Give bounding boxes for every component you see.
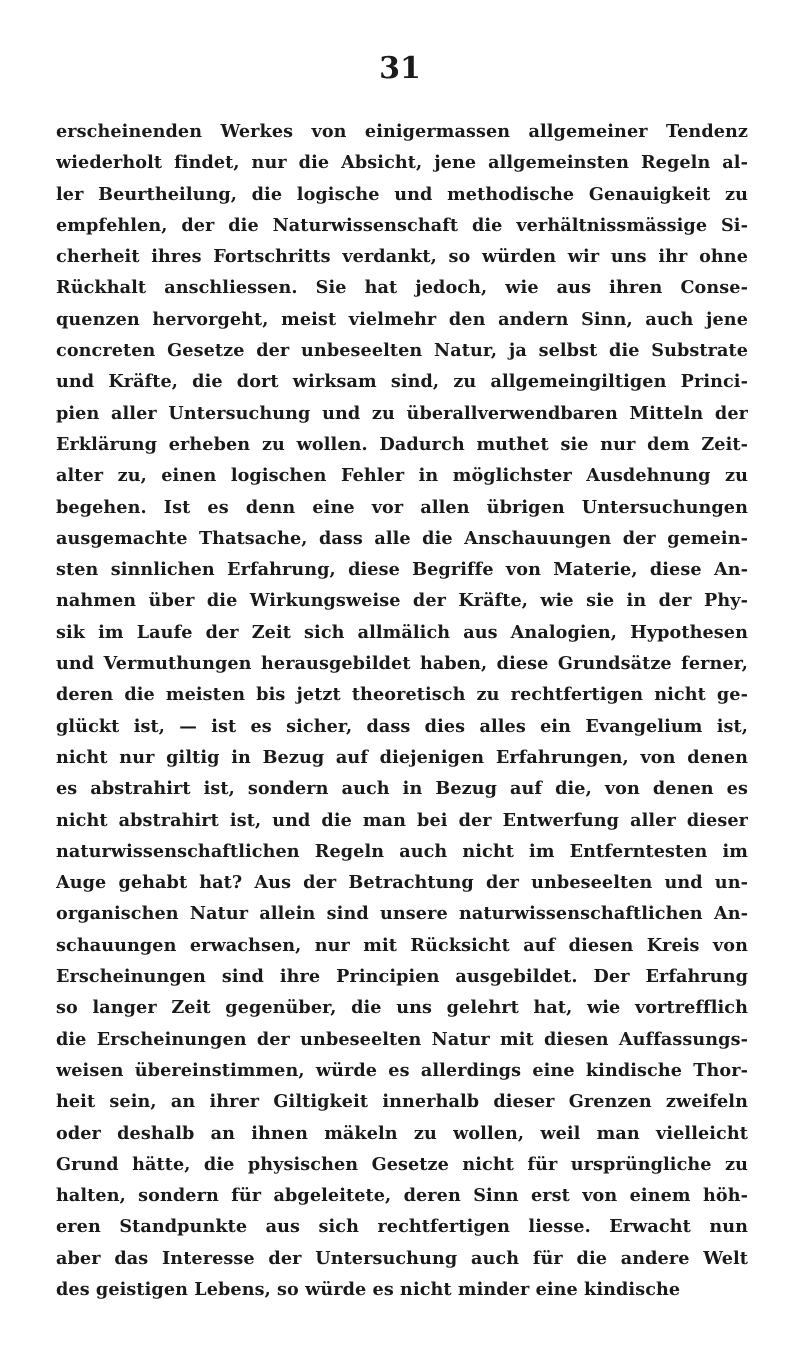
text-line: eren Standpunkte aus sich rechtfertigen liesse. Erwacht nun — [56, 1216, 748, 1238]
text-line: es abstrahirt ist, sondern auch in Bezug auf die, von denen es — [56, 778, 748, 800]
text-line: sten sinnlichen Erfahrung, diese Begriffe von Materie, diese An- — [56, 559, 748, 581]
text-line: nahmen über die Wirkungsweise der Kräfte, wie sie in der Phy- — [56, 590, 748, 612]
text-line: sik im Laufe der Zeit sich allmälich aus Analogien, Hypothesen — [56, 621, 748, 643]
body-text — [56, 116, 748, 1305]
text-line: naturwissenschaftlichen Regeln auch nicht im Entferntesten im — [56, 840, 748, 862]
text-line: die Erscheinungen der unbeseelten Natur mit diesen Auffassungs- — [56, 1028, 748, 1050]
text-line: empfehlen, der die Naturwissenschaft die verhältnissmässige Si- — [56, 214, 748, 236]
text-line: des geistigen Lebens, so würde es nicht minder eine kindische — [56, 1278, 681, 1300]
text-line: Auge gehabt hat? Aus der Betrachtung der unbeseelten und un- — [56, 872, 748, 894]
text-line: so langer Zeit gegenüber, die uns gelehrt hat, wie vortrefflich — [56, 997, 748, 1019]
text-line: Grund hätte, die physischen Gesetze nicht für ursprüngliche zu — [56, 1153, 748, 1175]
text-line: oder deshalb an ihnen mäkeln zu wollen, weil man vielleicht — [56, 1122, 748, 1144]
text-line: schauungen erwachsen, nur mit Rücksicht auf diesen Kreis von — [56, 934, 748, 956]
text-line: cherheit ihres Fortschritts verdankt, so würden wir uns ihr ohne — [56, 246, 748, 268]
text-line: begehen. Ist es denn eine vor allen übrigen Untersuchungen — [56, 496, 748, 518]
text-line: nicht nur giltig in Bezug auf diejenigen Erfahrungen, von denen — [56, 746, 748, 768]
text-line: erscheinenden Werkes von einigermassen allgemeiner Tendenz — [56, 121, 748, 142]
text-line: deren die meisten bis jetzt theoretisch zu rechtfertigen nicht ge- — [56, 684, 748, 706]
text-line: heit sein, an ihrer Giltigkeit innerhalb dieser Grenzen zweifeln — [56, 1091, 748, 1113]
page-number: 31 — [379, 51, 421, 86]
text-line: halten, sondern für abgeleitete, deren Sinn erst von einem höh- — [56, 1185, 748, 1207]
text-line: pien aller Untersuchung und zu überallverwendbaren Mitteln der — [56, 402, 748, 424]
text-line: concreten Gesetze der unbeseelten Natur, ja selbst die Substrate — [56, 340, 748, 362]
text-line: nicht abstrahirt ist, und die man bei der Entwerfung aller dieser — [56, 809, 748, 831]
text-line: organischen Natur allein sind unsere naturwissenschaftlichen An- — [56, 903, 748, 925]
text-line: weisen übereinstimmen, würde es allerdings eine kindische Thor- — [56, 1059, 748, 1081]
text-line: aber das Interesse der Untersuchung auch für die andere Welt — [56, 1247, 748, 1269]
text-line: alter zu, einen logischen Fehler in möglichster Ausdehnung zu — [56, 465, 748, 487]
text-line: ler Beurtheilung, die logische und methodische Genauigkeit zu — [56, 183, 748, 205]
text-line: und Vermuthungen herausgebildet haben, diese Grundsätze ferner, — [56, 653, 748, 675]
text-line: ausgemachte Thatsache, dass alle die Anschauungen der gemein- — [56, 527, 748, 549]
text-line: wiederholt findet, nur die Absicht, jene allgemeinsten Regeln al- — [56, 152, 748, 174]
text-line: Erklärung erheben zu wollen. Dadurch muthet sie nur dem Zeit- — [56, 433, 748, 455]
text-line: quenzen hervorgeht, meist vielmehr den andern Sinn, auch jene — [56, 308, 748, 330]
text-line: Erscheinungen sind ihre Principien ausgebildet. Der Erfahrung — [56, 966, 748, 988]
text-line: Rückhalt anschliessen. Sie hat jedoch, wie aus ihren Conse- — [56, 277, 748, 299]
text-line: und Kräfte, die dort wirksam sind, zu allgemeingiltigen Princi- — [56, 371, 748, 393]
text-line: glückt ist, — ist es sicher, dass dies alles ein Evangelium ist, — [56, 715, 748, 737]
